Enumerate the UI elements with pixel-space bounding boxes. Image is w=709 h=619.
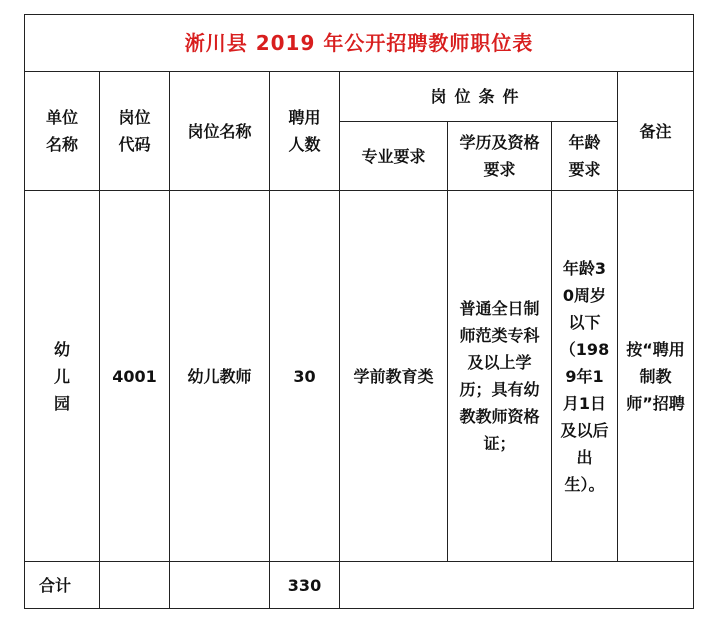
header-post-conditions: 岗位条件 <box>340 72 618 122</box>
cell-hire-count: 30 <box>270 191 340 562</box>
total-row <box>25 562 694 609</box>
job-position-table <box>24 14 694 609</box>
cell-remarks: 按“聘用制教师”招聘 <box>618 191 694 562</box>
header-edu-req: 学历及资格要求 <box>448 122 552 191</box>
table-title: 淅川县 2019 年公开招聘教师职位表 <box>25 15 694 72</box>
header-hire-count: 聘用人数 <box>270 72 340 191</box>
total-empty-conditions <box>340 562 694 609</box>
cell-edu-req: 普通全日制师范类专科及以上学历；具有幼教教师资格证； <box>448 191 552 562</box>
header-remarks: 备注 <box>618 72 694 191</box>
total-empty-code <box>100 562 170 609</box>
cell-unit-name: 幼儿园 <box>25 191 100 562</box>
table-row <box>25 191 694 562</box>
cell-age-req: 年龄30周岁以下（1989年1月1日及以后出生）。 <box>552 191 618 562</box>
header-post-name: 岗位名称 <box>170 72 270 191</box>
header-major-req: 专业要求 <box>340 122 448 191</box>
total-hire-count: 330 <box>270 562 340 609</box>
header-age-req: 年龄要求 <box>552 122 618 191</box>
header-unit-name: 单位名称 <box>25 72 100 191</box>
header-post-code: 岗位代码 <box>100 72 170 191</box>
cell-post-name: 幼儿教师 <box>170 191 270 562</box>
cell-major-req: 学前教育类 <box>340 191 448 562</box>
cell-post-code: 4001 <box>100 191 170 562</box>
total-empty-name <box>170 562 270 609</box>
total-label: 合计 <box>25 562 100 609</box>
